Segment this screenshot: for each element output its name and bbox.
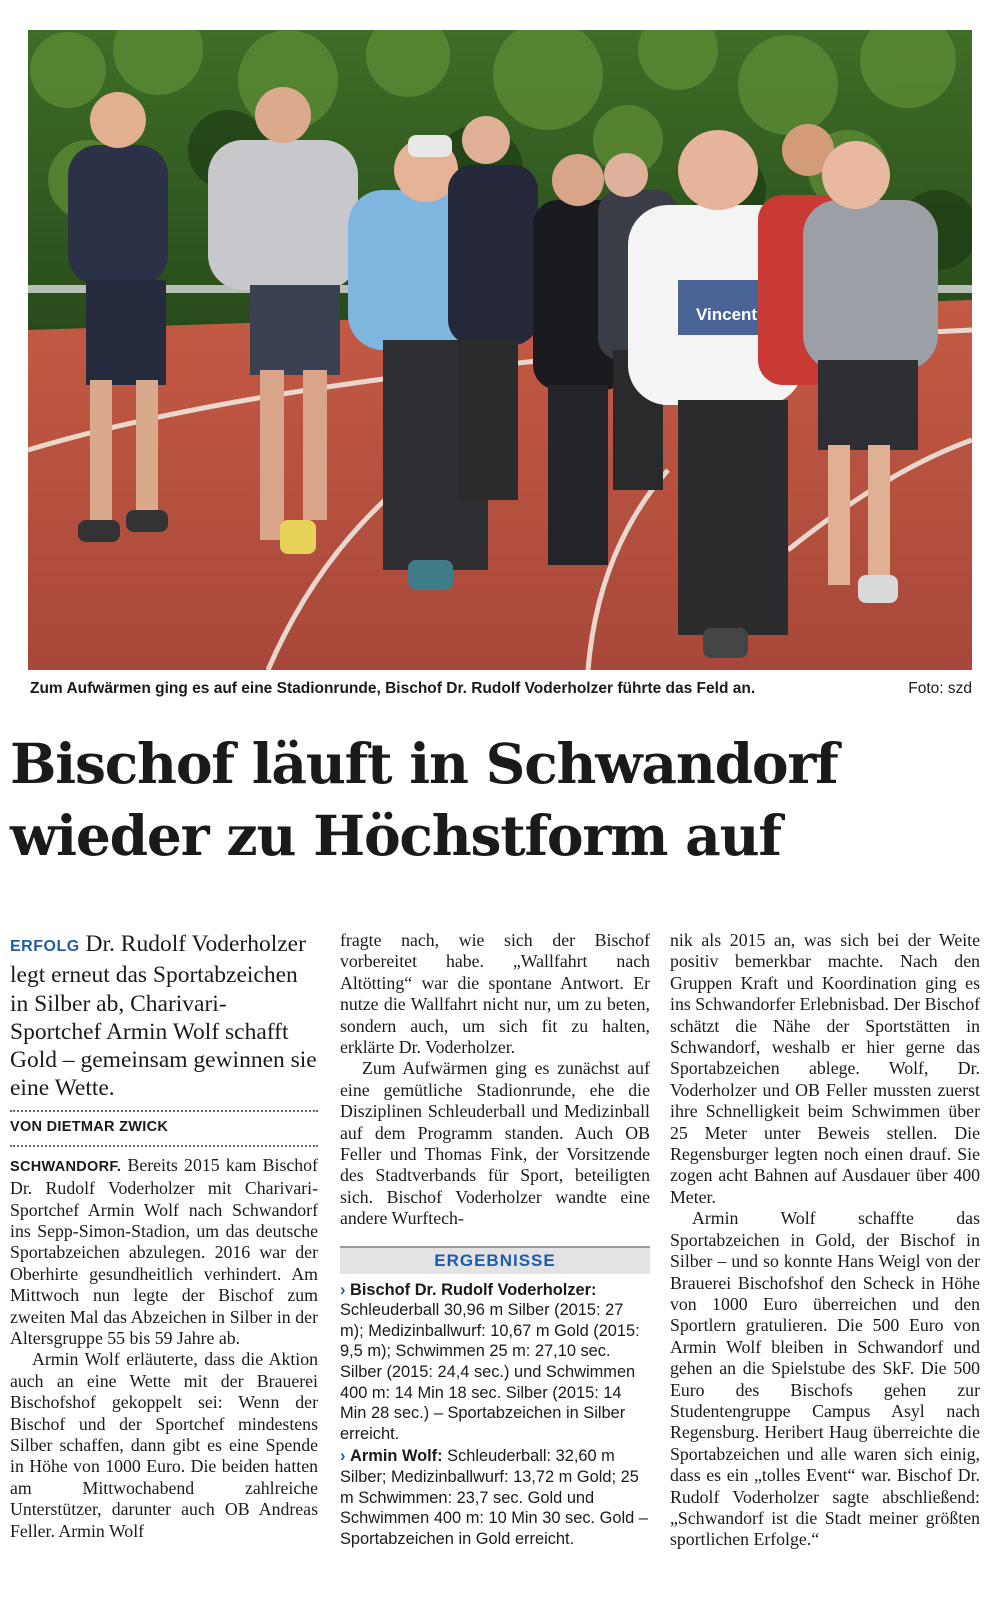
body-paragraph-4: Zum Aufwärmen ging es zunächst auf eine gemütliche Stadionrunde, ehe die Disziplinen Schleuderball und Medizinball auf dem Programm standen. Auch OB Feller und Thomas Fink, der Vorsitzende des Stadtverbands für Sport, beteiligten sich. Bischof Voderholzer wandte eine andere Wurftech- xyxy=(340,1058,650,1229)
dateline: SCHWANDORF. xyxy=(10,1158,122,1175)
body-paragraph-2: Armin Wolf erläuterte, dass die Aktion auch an eine Wette mit der Brauerei Bischofshof gekoppelt sei: Wenn der Bischof und der Sportchef mindestens Silber schaffen, dann gibt es eine Spende in Höhe von 1000 Euro. Die beiden hatten am Mittwochabend zahlreiche Unterstützer, darunter auch OB Andreas Feller. Armin Wolf xyxy=(10,1349,318,1541)
article-column-2 xyxy=(340,930,650,1549)
headline-line-2: wieder zu Höchstform auf xyxy=(10,803,781,868)
body-paragraph-1-text: Bereits 2015 kam Bischof Dr. Rudolf Voderholzer mit Charivari-Sportchef Armin Wolf nach Schwandorf ins Sepp-Simon-Stadion, um das deutsche Sportabzeichen abzulegen. 2016 war der Oberhirte gesundheitlich verhindert. Am Mittwoch nun legte der Bischof zum zweiten Mal das Abzeichen in Silber in der Altersgruppe 55 bis 59 Jahre ab. xyxy=(10,1154,318,1349)
lead-paragraph xyxy=(10,930,318,1103)
headline xyxy=(10,728,990,872)
dotted-rule-bottom xyxy=(10,1145,318,1147)
result-text: Schleuderball 30,96 m Silber (2015: 27 m); Medizinballwurf: 10,67 m Gold (2015: 9,5 m); Schwimmen 25 m: 27,10 sec. Silber (2015: 24,4 sec.) und Schwimmen 400 m: 14 Min 18 sec. Silber (2015: 14 Min 28 sec.) – Sportabzeichen in Silber erreicht. xyxy=(340,1301,640,1443)
photo-credit: Foto: szd xyxy=(908,680,972,697)
result-text: Schleuderball: 32,60 m Silber; Medizinballwurf: 13,72 m Gold; 25 m Schwimmen: 23,7 sec. Gold und Schwimmen 400 m: 10 Min 30 sec. Gold – Sportabzeichen in Gold erreicht. xyxy=(340,1447,648,1548)
photo-caption-row xyxy=(28,680,972,704)
kicker: ERFOLG xyxy=(10,938,80,955)
dotted-rule-top xyxy=(10,1110,318,1112)
chevron-right-icon: › xyxy=(340,1447,346,1466)
results-box-title: ERGEBNISSE xyxy=(340,1246,650,1274)
body-paragraph-6: Armin Wolf schaffte das Sportabzeichen in Gold, der Bischof in Silber – und so konnte Hans Weigl von der Brauerei Bischofshof den Scheck in Höhe von 1000 Euro überreichen und den Sportlern gratulieren. Die 500 Euro von Armin Wolf bleiben in Schwandorf und gehen an die Spielstube des SkF. Die 500 Euro des Bischofs gehen zur Studentengruppe Campus Asyl nach Regensburg. Heribert Haug überreichte die Sportabzeichen und alle waren sich einig, dass es ein „tolles Event“ war. Bischof Dr. Rudolf Voderholzer sagte abschließend: „Schwandorf ist die Stadt meiner größten sportlichen Erfolge.“ xyxy=(670,1208,980,1550)
result-name: Armin Wolf: xyxy=(350,1447,443,1466)
article-photo xyxy=(28,30,972,670)
result-item-wolf xyxy=(340,1446,650,1549)
article-column-3 xyxy=(670,930,980,1551)
lead-text: Dr. Rudolf Voderholzer legt erneut das Sportabzeichen in Silber ab, Charivari-Sportchef Armin Wolf schafft Gold – gemeinsam gewinnen sie eine Wette. xyxy=(10,931,317,1102)
byline: VON DIETMAR ZWICK xyxy=(10,1118,169,1135)
article-column-1 xyxy=(10,930,318,1542)
shirt-text: Vincent xyxy=(696,305,758,324)
body-paragraph-1 xyxy=(10,1155,318,1350)
runners-photo-illustration xyxy=(28,30,972,670)
body-paragraph-5: nik als 2015 an, was sich bei der Weite positiv bemerkbar machte. Nach den Gruppen Kraft und Koordination ging es ins Schwandorfer Erlebnisbad. Der Bischof schätzt die Nähe der Sportstätten in Schwandorf, weshalb er hier gerne das Sportabzeichen ablege. Wolf, Dr. Voderholzer und OB Feller mussten zuerst ihre Schnelligkeit beim Schwimmen über 25 Meter unter Beweis stellen. Die Regensburger legten noch einen drauf. Sie zogen acht Bahnen auf Ausdauer über 400 Meter. xyxy=(670,930,980,1207)
chevron-right-icon: › xyxy=(340,1280,346,1299)
body-paragraph-3: fragte nach, wie sich der Bischof vorbereitet habe. „Wallfahrt nach Altötting“ war die spontane Antwort. Er nutze die Wallfahrt nicht nur, um zu beten, sondern auch, um sich fit zu halten, erklärte Dr. Voderholzer. xyxy=(340,930,650,1058)
headline-line-1: Bischof läuft in Schwandorf xyxy=(10,731,838,796)
photo-caption: Zum Aufwärmen ging es auf eine Stadionrunde, Bischof Dr. Rudolf Voderholzer führte das Feld an. xyxy=(30,680,756,697)
result-item-bischof xyxy=(340,1280,650,1445)
result-name: Bischof Dr. Rudolf Voderholzer: xyxy=(350,1280,597,1299)
